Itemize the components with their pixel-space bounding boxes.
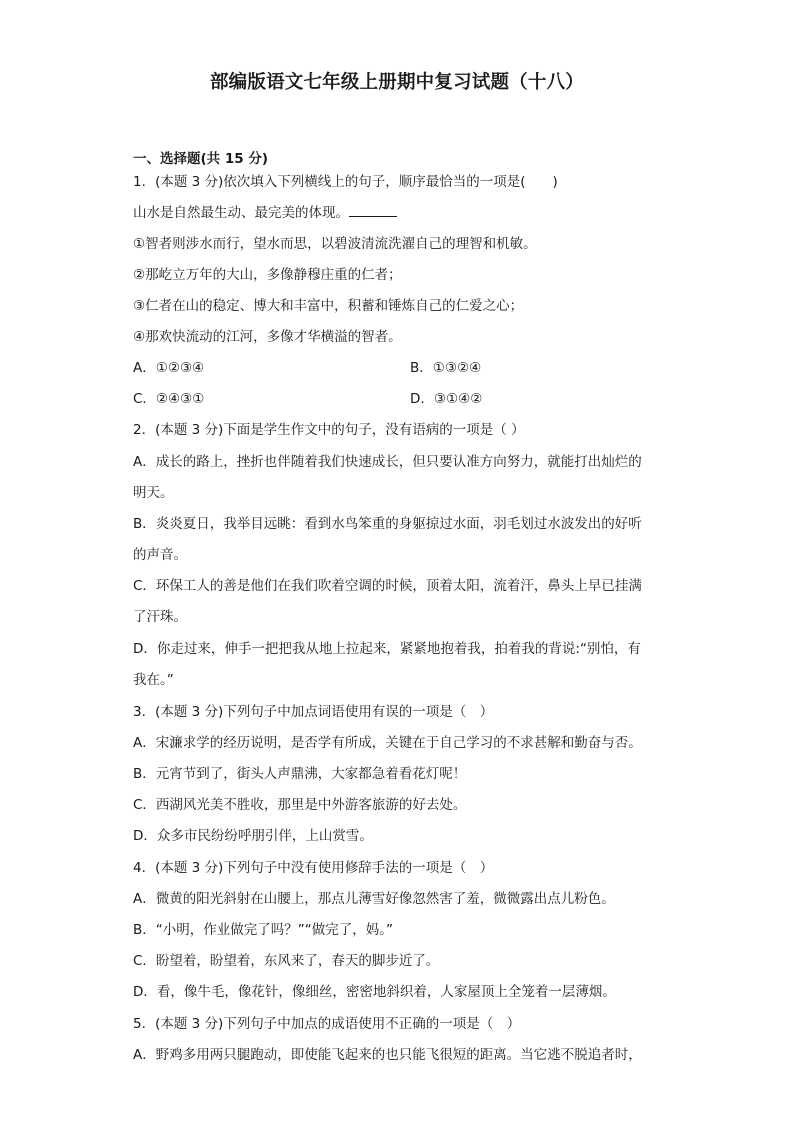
q4-option-d: D．看，像牛毛，像花针，像细丝，密密地斜织着，人家屋顶上全笼着一层薄烟。: [133, 984, 616, 1000]
q1-sentence-2: ②那屹立万年的大山，多像静穆庄重的仁者；: [133, 267, 402, 283]
q1-blank: [349, 204, 397, 217]
q1-stem: 1．(本题 3 分)依次填入下列横线上的句子，顺序最恰当的一项是( ): [133, 174, 558, 190]
q4-option-c: C．盼望着，盼望着，东风来了，春天的脚步近了。: [133, 953, 440, 969]
q4-option-b: B．“小明，作业做完了吗？”“做完了，妈。”: [133, 922, 393, 938]
q3-option-d: D．众多市民纷纷呼朋引伴，上山赏雪。: [133, 828, 373, 844]
q2-option-d-line2: 我在。”: [133, 672, 174, 688]
q2-option-c-line1: C．环保工人的善是他们在我们吹着空调的时候，顶着太阳，流着汗，鼻头上早已挂满: [133, 578, 642, 594]
q1-sentence-3: ③仁者在山的稳定、博大和丰富中，积蓄和锤炼自己的仁爱之心；: [133, 298, 524, 314]
q1-option-a: A．①②③④: [133, 360, 205, 376]
q1-option-c: C．②④③①: [133, 391, 205, 407]
q4-stem: 4．(本题 3 分)下列句子中没有使用修辞手法的一项是（ ）: [133, 860, 494, 876]
q1-context: [133, 204, 397, 222]
q3-stem: 3．(本题 3 分)下列句子中加点词语使用有误的一项是（ ）: [133, 704, 494, 720]
q4-option-a: A．微黄的阳光斜射在山腰上，那点儿薄雪好像忽然害了羞，微微露出点儿粉色。: [133, 891, 615, 907]
q2-option-d-line1: D．你走过来，伸手一把把我从地上拉起来，紧紧地抱着我，拍着我的背说:“别怕，有: [133, 641, 641, 657]
q1-context-text: 山水是自然最生动、最完美的体现。: [133, 205, 349, 221]
q2-option-c-line2: 了汗珠。: [133, 609, 187, 625]
q1-option-b: B．①③②④: [410, 360, 482, 376]
q2-option-b-line2: 的声音。: [133, 547, 187, 563]
page-title: 部编版语文七年级上册期中复习试题（十八）: [209, 72, 584, 93]
q2-stem: 2．(本题 3 分)下面是学生作文中的句子，没有语病的一项是（ ）: [133, 422, 525, 438]
section-heading: 一、选择题(共 15 分): [133, 151, 269, 167]
q1-option-d: D．③①④②: [410, 391, 483, 407]
q1-sentence-1: ①智者则涉水而行，望水而思，以碧波清流洗濯自己的理智和机敏。: [133, 236, 537, 252]
q2-option-a-line1: A．成长的路上，挫折也伴随着我们快速成长，但只要认准方向努力，就能打出灿烂的: [133, 454, 642, 470]
q2-option-a-line2: 明天。: [133, 485, 174, 501]
q3-option-b: B．元宵节到了，街头人声鼎沸，大家都急着看花灯呢！: [133, 766, 467, 782]
q5-option-a-line1: A．野鸡多用两只腿跑动，即使能飞起来的也只能飞很短的距离。当它逃不脱追者时，: [133, 1047, 642, 1063]
q5-stem: 5．(本题 3 分)下列句子中加点的成语使用不正确的一项是（ ）: [133, 1016, 521, 1032]
q2-option-b-line1: B．炎炎夏日，我举目远眺：看到水鸟笨重的身躯掠过水面，羽毛划过水波发出的好听: [133, 516, 642, 532]
q3-option-c: C．西湖风光美不胜收，那里是中外游客旅游的好去处。: [133, 797, 467, 813]
q1-sentence-4: ④那欢快流动的江河，多像才华横溢的智者。: [133, 329, 402, 345]
q3-option-a: A．宋濂求学的经历说明，是否学有所成，关键在于自己学习的不求甚解和勤奋与否。: [133, 735, 642, 751]
